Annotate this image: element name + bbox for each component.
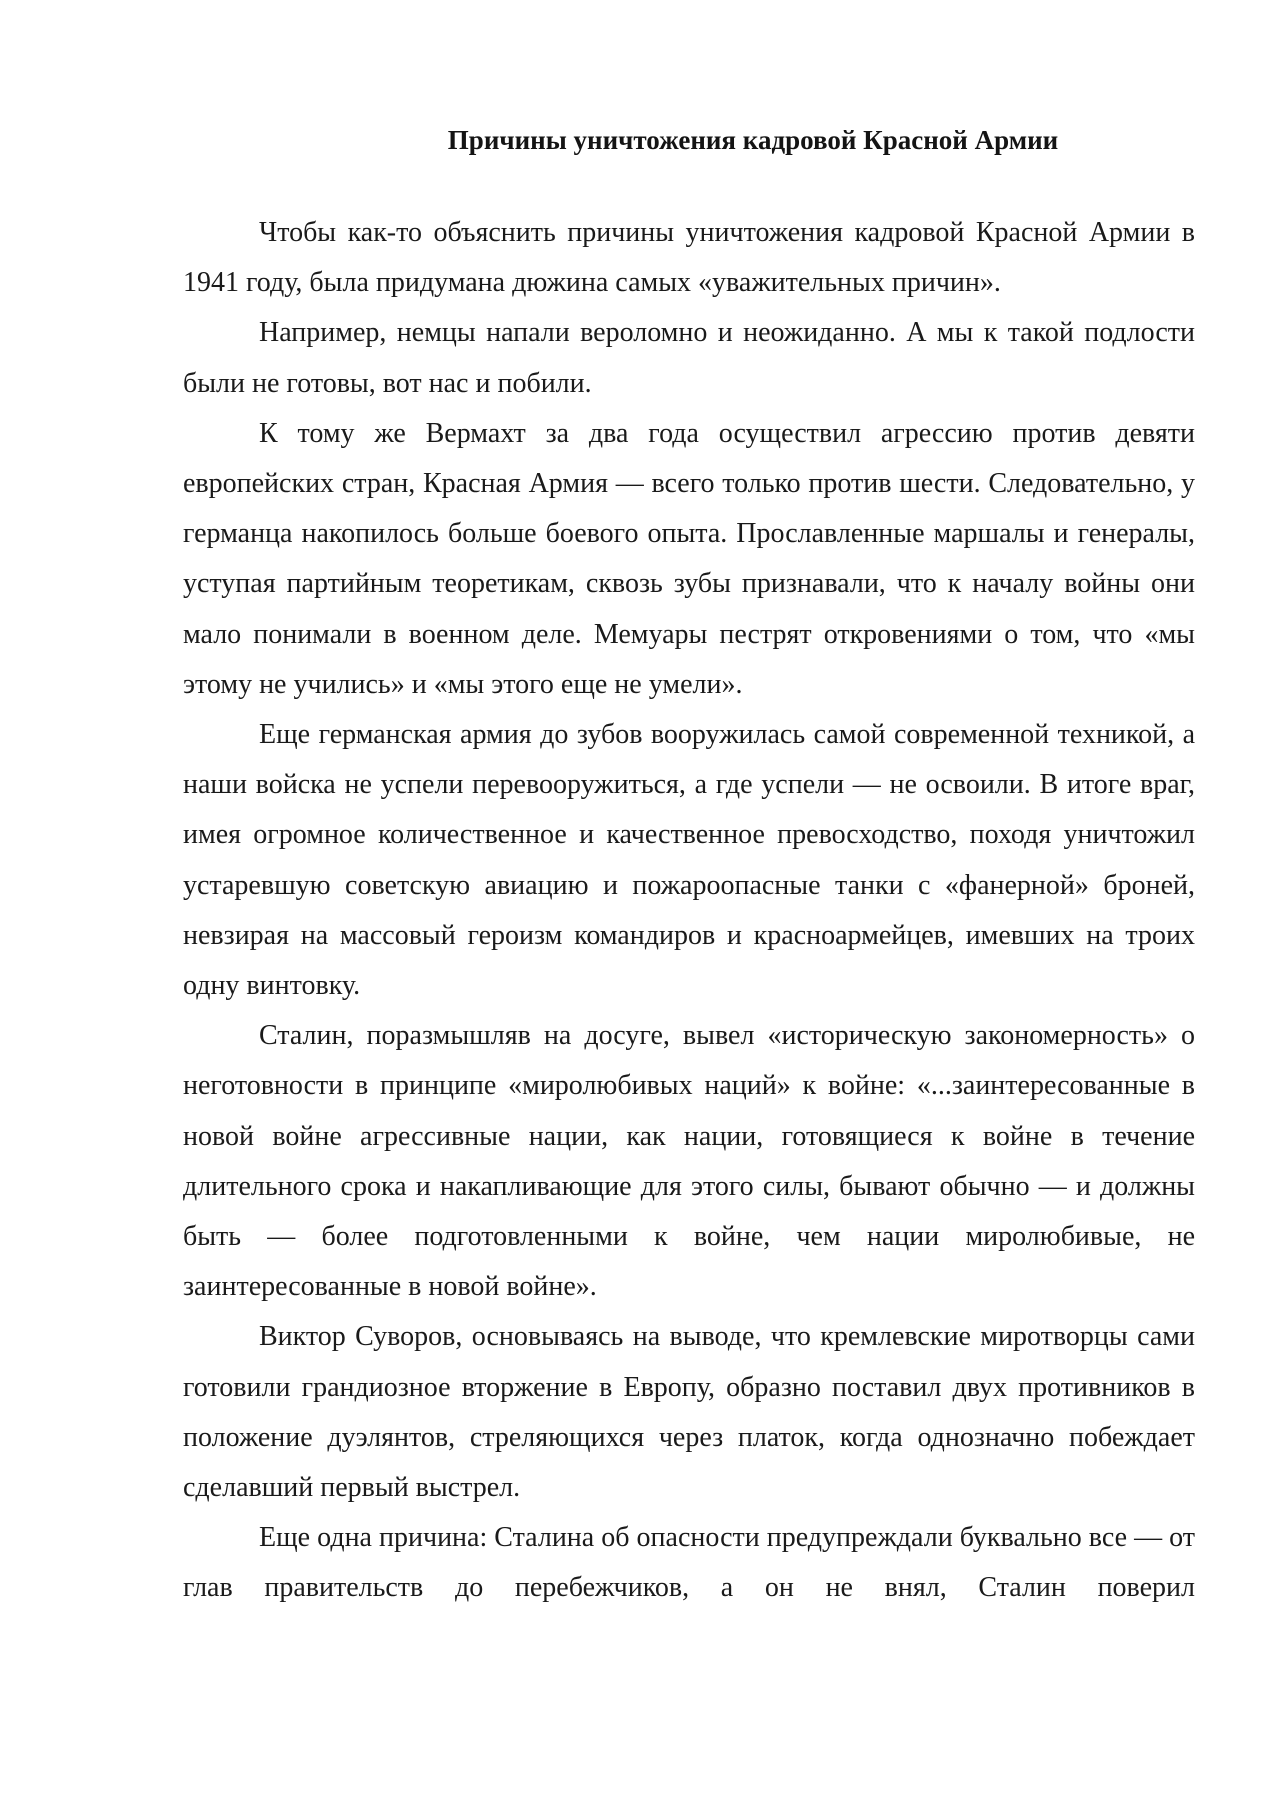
paragraph-2: Например, немцы напали вероломно и неожиданно. А мы к такой подлости были не готовы, вот нас и побили. bbox=[183, 317, 1195, 399]
document-title: Причины уничтожения кадровой Красной Армии bbox=[447, 125, 1059, 155]
paragraph-4: Еще германская армия до зубов вооружилась самой современной техникой, а наши войска не успели перевооружиться, а где успели — не освоили. В итоге враг, имея огромное количественное и качественное превосходство, походя уничтожил устаревшую советскую авиацию и пожароопасные танки с «фанерной» броней, невзирая на массовый героизм командиров и красноармейцев, имевших на троих одну винтовку. bbox=[183, 719, 1195, 1002]
paragraph-1: Чтобы как-то объяснить причины уничтожения кадровой Красной Армии в 1941 году, была придумана дюжина самых «уважительных причин». bbox=[183, 217, 1195, 299]
document-body bbox=[183, 208, 1195, 1614]
paragraph-7: Еще одна причина: Сталина об опасности предупреждали буквально все — от глав правительств до перебежчиков, а он не внял, Сталин поверил bbox=[183, 1522, 1195, 1604]
paragraph-3: К тому же Вермахт за два года осуществил агрессию против девяти европейских стран, Красная Армия — всего только против шести. Следовательно, у германца накопилось больше боевого опыта. Прославленные маршалы и генералы, уступая партийным теоретикам, сквозь зубы признавали, что к началу войны они мало понимали в военном деле. Мемуары пестрят откровениями о том, что «мы этому не учились» и «мы этого еще не умели». bbox=[183, 417, 1195, 700]
paragraph-6: Виктор Суворов, основываясь на выводе, что кремлевские миротворцы сами готовили грандиозное вторжение в Европу, образно поставил двух противников в положение дуэлянтов, стреляющихся через платок, когда однозначно побеждает сделавший первый выстрел. bbox=[183, 1321, 1195, 1504]
paragraph-5: Сталин, поразмышляв на досуге, вывел «историческую закономерность» о неготовности в принципе «миролюбивых наций» к войне: «...заинтересованные в новой войне агрессивные нации, как нации, готовящиеся к войне в течение длительного срока и накапливающие для этого силы, бывают обычно — и должны быть — более подготовленными к войне, чем нации миролюбивые, не заинтересованные в новой войне». bbox=[183, 1020, 1195, 1303]
